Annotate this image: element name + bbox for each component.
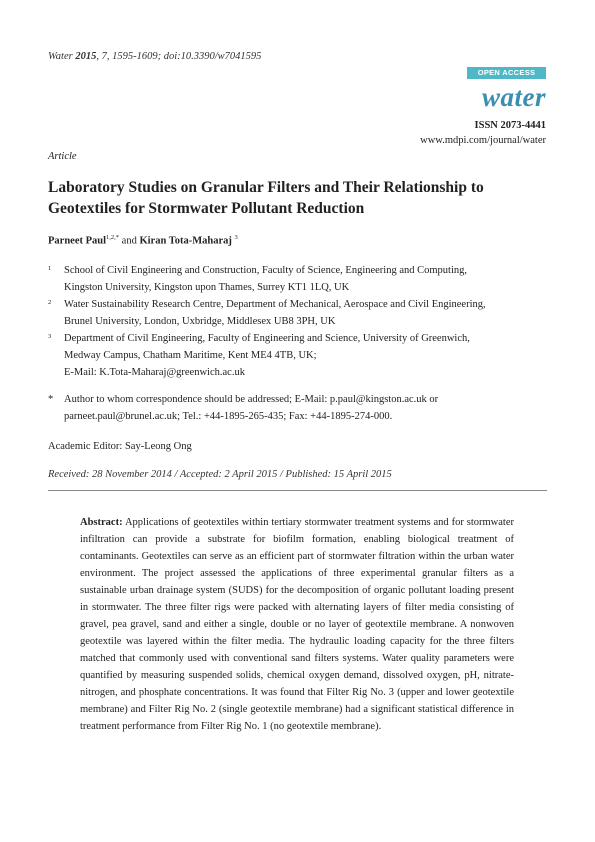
- author-separator: and: [119, 235, 140, 247]
- affiliation-number: 2: [48, 299, 52, 306]
- affiliation-line: Water Sustainability Research Centre, Department of Mechanical, Aerospace and Civil Engineering,: [64, 299, 486, 310]
- academic-editor: Academic Editor: Say-Leong Ong: [48, 441, 192, 452]
- affiliation-line: Brunel University, London, Uxbridge, Middlesex UB8 3PH, UK: [64, 316, 336, 327]
- affiliation-number: 1: [48, 265, 52, 272]
- correspondence-note: [48, 391, 558, 425]
- affiliation-3: [48, 330, 558, 381]
- affiliation-line: Department of Civil Engineering, Faculty of Engineering and Science, University of Greenwich,: [64, 333, 470, 344]
- affiliation-line: Kingston University, Kingston upon Thames, Surrey KT1 1LQ, UK: [64, 282, 350, 293]
- author-name: Parneet Paul: [48, 235, 107, 247]
- abstract-text: Applications of geotextiles within tertiary stormwater treatment systems and for stormwater infiltration can provide a substrate for biofilm formation, enabling biological treatment of contaminants. Geotextiles can serve as an efficient part of stormwater filtration within the urban water environment. The project assessed the applications of three experimental granular filters as a sustainable urban drainage system (SUDS) for the decomposition of organic pollutant loading present in stormwater. The three filter rigs were packed with alternating layers of filter media consisting of gravel, pea gravel, sand and either a single, double or no layer of geotextile membrane. A nonwoven geotextile was layered within the filter media. The hydraulic loading capacity for the three filters matched that commonly used with conventional sand filters systems. Water quality parameters were quantified by measuring suspended solids, chemical oxygen demand, dissolved oxygen, pH, nitrate-nitrogen, and phosphate concentrations. It was found that Filter Rig No. 3 (upper and lower geotextile membrane) and Filter Rig No. 2 (single geotextile membrane) had a significant statistical difference in treatment performance from Filter Rig No. 1 (no geotextile membrane).: [80, 517, 514, 732]
- publication-dates: Received: 28 November 2014 / Accepted: 2 April 2015 / Published: 15 April 2015: [48, 469, 392, 480]
- abstract-label: Abstract:: [80, 517, 123, 528]
- citation-details: , 7, 1595-1609; doi:10.3390/w7041595: [96, 51, 262, 62]
- paper-title: Laboratory Studies on Granular Filters and Their Relationship to Geotextiles for Stormwater Pollutant Reduction: [48, 179, 484, 217]
- citation-line: [48, 51, 261, 62]
- affiliation-line: School of Civil Engineering and Construction, Faculty of Science, Engineering and Computing,: [64, 265, 468, 276]
- header-divider: [48, 490, 547, 491]
- affiliation-line: Medway Campus, Chatham Maritime, Kent ME4 4TB, UK;: [64, 350, 317, 361]
- abstract: [80, 514, 514, 735]
- authors: [48, 234, 238, 247]
- journal-logo: water: [481, 82, 546, 112]
- affiliation-email[interactable]: E-Mail: K.Tota-Maharaj@greenwich.ac.uk: [64, 367, 245, 378]
- affiliation-1: [48, 262, 558, 296]
- author-affiliation-sup: 1,2,*: [106, 234, 120, 241]
- correspondence-line: Author to whom correspondence should be addressed; E-Mail: p.paul@kingston.ac.uk or: [64, 394, 439, 405]
- correspondence-line: parneet.paul@brunel.ac.uk; Tel.: +44-1895-265-435; Fax: +44-1895-274-000.: [64, 411, 393, 422]
- article-type: Article: [48, 151, 77, 162]
- journal-url[interactable]: www.mdpi.com/journal/water: [420, 135, 546, 146]
- affiliation-number: 3: [48, 333, 52, 340]
- year: 2015: [75, 51, 97, 62]
- correspondence-star: *: [48, 394, 54, 405]
- affiliation-2: [48, 296, 558, 330]
- author-name: Kiran Tota-Maharaj: [139, 235, 232, 247]
- open-access-badge: OPEN ACCESS: [467, 67, 546, 79]
- journal-name: Water: [48, 51, 73, 62]
- issn: ISSN 2073-4441: [474, 120, 546, 131]
- author-affiliation-sup: 3: [234, 234, 238, 241]
